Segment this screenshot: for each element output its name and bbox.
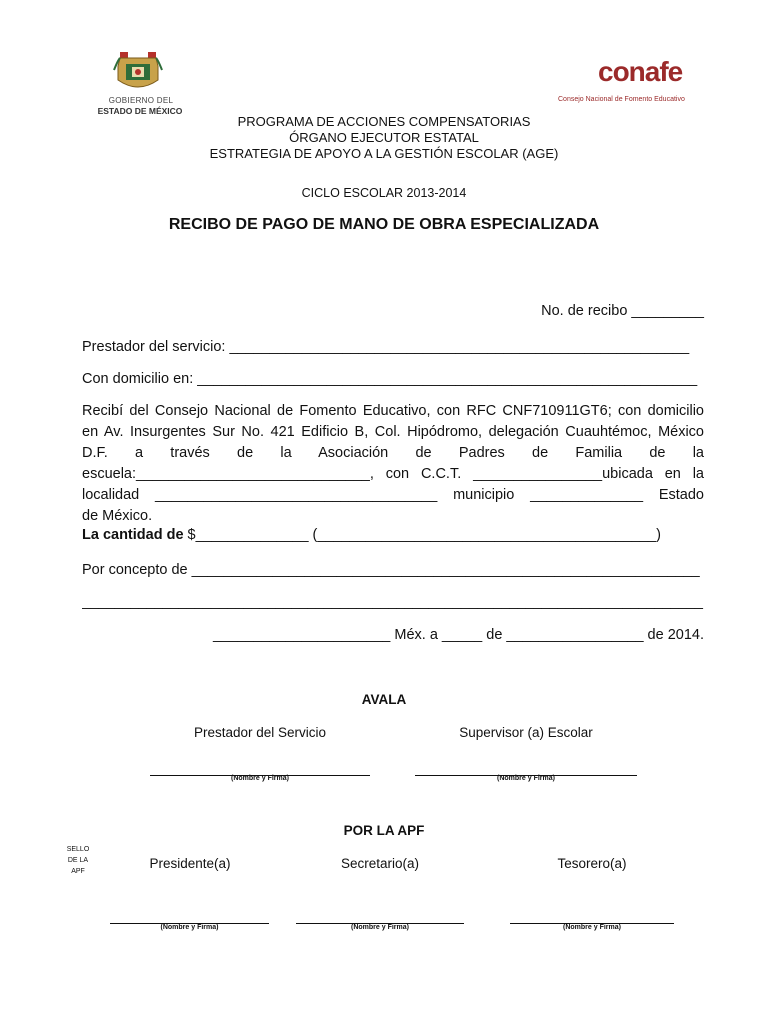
- paragraph-row: escuela:_____________________________, con C.C.T. ________________ubicada en la: [82, 466, 704, 482]
- provider-sign-caption: (Nombre y Firma): [231, 775, 289, 782]
- avala-heading: AVALA: [361, 692, 407, 707]
- seal-line-1: SELLO: [66, 846, 90, 853]
- date-line: ______________________ Méx. a _____ de _________________ de 2014.: [212, 627, 704, 643]
- treasurer-sign-caption: (Nombre y Firma): [563, 924, 621, 931]
- apf-heading: POR LA APF: [343, 823, 425, 838]
- amount-field: [82, 525, 704, 546]
- document-title: RECIBO DE PAGO DE MANO DE OBRA ESPECIALIZADA: [168, 216, 600, 233]
- paragraph-row: localidad ___________________________________ municipio ______________ Estado: [82, 487, 704, 503]
- amount-blanks: $______________ (__________________________________________): [183, 527, 661, 543]
- strategy-name: ESTRATEGIA DE APOYO A LA GESTIÓN ESCOLAR (AGE): [209, 146, 559, 161]
- receipt-number: No. de recibo _________: [541, 303, 704, 319]
- concept-continuation: _____________________________________________________________________________: [82, 594, 703, 610]
- receipt-paragraph: [82, 401, 704, 527]
- gov-logo-text-1: GOBIERNO DEL: [108, 96, 174, 105]
- conafe-wordmark: conafe: [598, 56, 683, 87]
- coat-of-arms-icon: [88, 50, 188, 96]
- paragraph-row: Recibí del Consejo Nacional de Fomento Educativo, con RFC CNF710911GT6; con domicilio: [82, 403, 704, 419]
- paragraph-row: en Av. Insurgentes Sur No. 421 Edificio B, Col. Hipódromo, delegación Cuauhtémoc, México: [82, 424, 704, 440]
- supervisor-signature-label: Supervisor (a) Escolar: [459, 725, 593, 740]
- paragraph-row: de México.: [82, 508, 153, 524]
- treasurer-label: Tesorero(a): [557, 856, 627, 871]
- amount-label: La cantidad de: [82, 527, 184, 543]
- secretary-label: Secretario(a): [340, 856, 420, 871]
- provider-field: Prestador del servicio: _________________________________________________________: [82, 339, 690, 355]
- address-field: Con domicilio en: ______________________________________________________________: [82, 371, 698, 387]
- conafe-logo: [558, 56, 685, 112]
- supervisor-sign-caption: (Nombre y Firma): [497, 775, 555, 782]
- concept-field: Por concepto de _______________________________________________________________: [82, 562, 700, 578]
- president-sign-caption: (Nombre y Firma): [160, 924, 219, 931]
- secretary-sign-caption: (Nombre y Firma): [351, 924, 409, 931]
- school-cycle: CICLO ESCOLAR 2013-2014: [301, 186, 467, 200]
- program-name: PROGRAMA DE ACCIONES COMPENSATORIAS: [237, 114, 531, 129]
- seal-line-2: DE LA: [67, 857, 89, 864]
- paragraph-row: D.F. a través de la Asociación de Padres de Familia de la: [82, 445, 704, 461]
- seal-line-3: APF: [71, 868, 85, 875]
- executor-name: ÓRGANO EJECUTOR ESTATAL: [289, 130, 479, 145]
- president-label: Presidente(a): [149, 856, 231, 871]
- conafe-subtitle: Consejo Nacional de Fomento Educativo: [558, 96, 685, 103]
- gov-logo: [88, 50, 188, 120]
- gov-logo-text-2: ESTADO DE MÉXICO: [97, 106, 183, 116]
- provider-signature-label: Prestador del Servicio: [193, 725, 327, 740]
- apf-seal-label: [60, 844, 96, 877]
